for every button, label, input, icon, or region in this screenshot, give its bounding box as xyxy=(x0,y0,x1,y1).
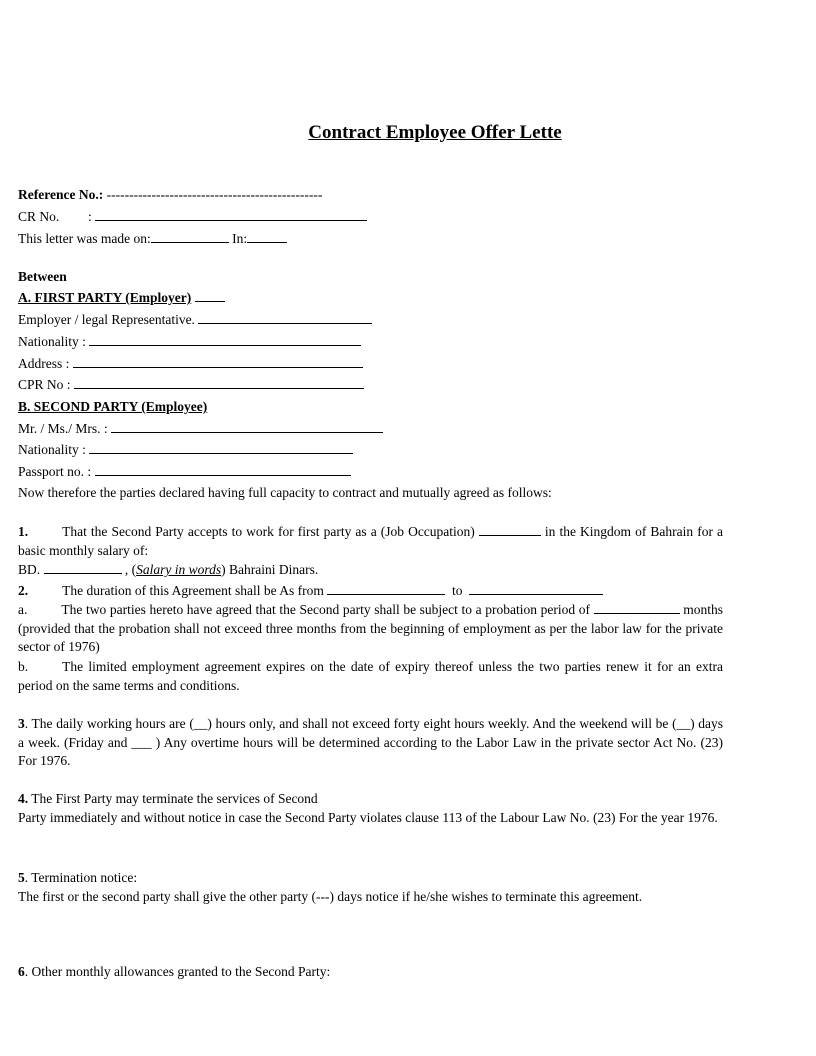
clause-2a-text-1: The two parties hereto have agreed that the Second party shall be subject to a probation period of xyxy=(61,602,590,617)
employee-nationality-field[interactable] xyxy=(89,441,353,454)
cpr-line xyxy=(18,376,364,394)
document-title: Contract Employee Offer Lette xyxy=(308,122,562,143)
cr-colon: : xyxy=(88,209,92,224)
clause-2-line xyxy=(18,582,603,600)
clause-6-line xyxy=(18,963,330,981)
employee-nationality-line xyxy=(18,441,353,459)
reference-line xyxy=(18,186,322,204)
clause-3-number: 3 xyxy=(18,716,25,731)
employee-nationality-label: Nationality : xyxy=(18,442,86,457)
passport-label: Passport no. : xyxy=(18,464,92,479)
clause-2a-text-2: months (provided that the probation shall not exceed three months from the beginning of employment as per the labor law for the private sector of 1976) xyxy=(18,602,723,654)
address-label: Address : xyxy=(18,356,70,371)
clause-1-text-b: in the Kingdom of Bahrain for a basic monthly salary of: xyxy=(18,524,723,558)
between-label: Between xyxy=(18,269,67,284)
in-label: In: xyxy=(232,231,248,246)
clause-2-number: 2. xyxy=(18,583,29,598)
clause-6-text: . Other monthly allowances granted to the Second Party: xyxy=(24,964,331,979)
duration-to-field[interactable] xyxy=(469,582,603,595)
clause-4-rest: Party immediately and without notice in case the Second Party violates clause 113 of the Labour Law No. (23) For the year 1976. xyxy=(18,810,718,825)
duration-from-field[interactable] xyxy=(327,582,445,595)
first-party-heading-underline xyxy=(195,289,225,302)
employer-nationality-line xyxy=(18,333,361,351)
made-on-label: This letter was made on: xyxy=(18,231,151,246)
employer-nationality-label: Nationality : xyxy=(18,334,86,349)
clause-2b-label: b. xyxy=(18,659,29,674)
in-field[interactable] xyxy=(247,230,287,243)
reference-label: Reference No.: xyxy=(18,187,104,202)
intro-paragraph: Now therefore the parties declared having full capacity to contract and mutually agreed as follows: xyxy=(18,485,552,500)
cr-line xyxy=(18,208,367,226)
cpr-field[interactable] xyxy=(74,376,364,389)
salary-amount-field[interactable] xyxy=(44,561,122,574)
clause-5-number: 5 xyxy=(18,870,25,885)
clause-5-heading: . Termination notice: xyxy=(24,870,138,885)
cr-field[interactable] xyxy=(95,208,367,221)
employer-nationality-field[interactable] xyxy=(89,333,361,346)
clause-3 xyxy=(18,715,723,771)
probation-period-field[interactable] xyxy=(594,601,680,614)
clause-2b xyxy=(18,658,723,695)
clause-1 xyxy=(18,523,723,560)
clause-2a-label: a. xyxy=(18,602,28,617)
employer-label: Employer / legal Representative. xyxy=(18,312,195,327)
cr-label: CR No. xyxy=(18,209,60,224)
clause-2-text-a: The duration of this Agreement shall be As from xyxy=(62,583,324,598)
first-party-heading: A. FIRST PARTY (Employer) xyxy=(18,290,192,305)
made-on-field[interactable] xyxy=(151,230,229,243)
second-party-heading: B. SECOND PARTY (Employee) xyxy=(18,399,208,414)
bd-label: BD. xyxy=(18,562,41,577)
clause-3-text: . The daily working hours are (__) hours only, and shall not exceed forty eight hours weekly. And the weekend will be (__) days a week. (Friday and ___ ) Any overtime hours will be determined according to the Labor Law in the private sector Act No. (23) For 1976. xyxy=(18,716,723,768)
salary-line xyxy=(18,561,318,579)
clause-1-text-a: That the Second Party accepts to work for first party as a (Job Occupation) xyxy=(62,524,475,539)
salary-words: Salary in words xyxy=(136,562,222,577)
clause-4-number: 4. xyxy=(18,791,29,806)
clause-5-heading-line xyxy=(18,869,137,887)
made-on-line xyxy=(18,230,287,248)
employer-field[interactable] xyxy=(198,311,372,324)
address-line xyxy=(18,355,363,373)
employee-name-line xyxy=(18,420,383,438)
clause-2b-text: The limited employment agreement expires on the date of expiry thereof unless the two parties renew it for an extra period on the same terms and conditions. xyxy=(18,659,723,693)
clause-6-number: 6 xyxy=(18,964,25,979)
cpr-label: CPR No : xyxy=(18,377,71,392)
clause-1-number: 1. xyxy=(18,524,29,539)
job-occupation-field[interactable] xyxy=(479,523,541,536)
passport-line xyxy=(18,463,351,481)
salary-words-post: ) Bahraini Dinars. xyxy=(221,562,319,577)
clause-5-text: The first or the second party shall give the other party (---) days notice if he/she wishes to terminate this agreement. xyxy=(18,889,643,904)
clause-4-first-line xyxy=(18,790,318,808)
employer-line xyxy=(18,311,372,329)
passport-field[interactable] xyxy=(95,463,351,476)
address-field[interactable] xyxy=(73,355,363,368)
employee-name-field[interactable] xyxy=(111,420,383,433)
salary-words-pre: , ( xyxy=(124,562,137,577)
reference-dashes: ------------------------------------------------ xyxy=(106,187,323,202)
clause-2a xyxy=(18,601,723,657)
first-party-heading-line xyxy=(18,289,225,307)
clause-4-text-line1: The First Party may terminate the services of Second xyxy=(31,791,318,806)
employee-name-label: Mr. / Ms./ Mrs. : xyxy=(18,421,108,436)
duration-to-label: to xyxy=(451,583,463,598)
